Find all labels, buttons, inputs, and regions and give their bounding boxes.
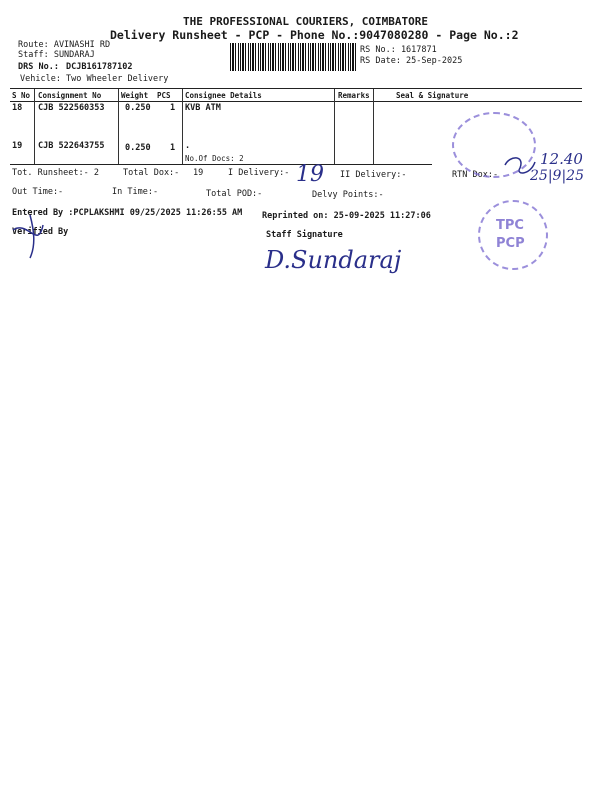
drs-label: DRS No.: bbox=[18, 62, 59, 72]
staff-signature-label: Staff Signature bbox=[266, 230, 343, 240]
total-dox-value: 19 bbox=[193, 168, 204, 178]
tpc-stamp-icon bbox=[478, 200, 548, 270]
table-top-border bbox=[10, 88, 582, 89]
table-header-border bbox=[10, 101, 582, 102]
row-pcs: 1 bbox=[170, 143, 176, 153]
stamp-text-top: TPC bbox=[496, 218, 524, 233]
total-dox-label: Total Dox:- bbox=[123, 168, 180, 178]
col-header-seal: Seal & Signature bbox=[396, 91, 469, 100]
rs-date: RS Date: 25-Sep-2025 bbox=[360, 56, 463, 66]
staff-signature-handwritten: D.Sundaraj bbox=[265, 246, 402, 274]
seal-stamp-icon bbox=[452, 112, 536, 178]
total-pod-label: Total POD:- bbox=[206, 189, 263, 199]
tot-runsheet: Tot. Runsheet:- 2 bbox=[12, 168, 99, 178]
row-consignee: . bbox=[185, 141, 191, 151]
staff-label: Staff: SUNDARAJ bbox=[18, 50, 95, 60]
delvy-points-label: Delvy Points:- bbox=[312, 190, 384, 200]
in-time-label: In Time:- bbox=[112, 187, 159, 197]
row-pcs: 1 bbox=[170, 103, 176, 113]
stamp-text-bottom: PCP bbox=[496, 236, 525, 251]
verified-by-label: Verified By bbox=[12, 227, 69, 237]
row-sno: 19 bbox=[12, 141, 23, 151]
route-label: Route: AVINASHI RD bbox=[18, 40, 111, 50]
barcode-image bbox=[230, 43, 356, 71]
col-header-weight: Weight bbox=[121, 91, 149, 100]
col-header-pcs: PCS bbox=[157, 91, 171, 100]
col-divider bbox=[182, 89, 183, 164]
handwritten-time: 12.40 bbox=[540, 150, 583, 168]
handwritten-date: 25|9|25 bbox=[530, 168, 584, 184]
rs-number: RS No.: 1617871 bbox=[360, 45, 437, 55]
drs-value: DCJB161787102 bbox=[66, 62, 133, 72]
out-time-label: Out Time:- bbox=[12, 187, 64, 197]
rtn-dox-label: RTN Dox:- bbox=[452, 170, 499, 180]
verified-scribble-icon bbox=[8, 210, 68, 260]
row-weight: 0.250 bbox=[125, 143, 151, 153]
entered-by: Entered By :PCPLAKSHMI 09/25/2025 11:26:55 AM bbox=[12, 208, 243, 218]
row-consignee: KVB ATM bbox=[185, 103, 221, 113]
col-divider bbox=[334, 89, 335, 164]
runsheet-subtitle: Delivery Runsheet - PCP - Phone No.:9047080280 - Page No.:2 bbox=[110, 28, 519, 42]
col-header-remarks: Remarks bbox=[338, 91, 370, 100]
col-header-consignee: Consignee Details bbox=[185, 91, 262, 100]
row-weight: 0.250 bbox=[125, 103, 151, 113]
row-consignment: CJB 522560353 bbox=[38, 103, 105, 113]
row-sno: 18 bbox=[12, 103, 23, 113]
table-bottom-border bbox=[10, 164, 432, 165]
col-divider bbox=[373, 89, 374, 164]
col-divider bbox=[34, 89, 35, 164]
company-title: THE PROFESSIONAL COURIERS, COIMBATORE bbox=[183, 15, 429, 28]
reprinted-on: Reprinted on: 25-09-2025 11:27:06 bbox=[262, 211, 431, 221]
col-header-consignment: Consignment No bbox=[38, 91, 102, 100]
handwritten-delivery-count: 19 bbox=[296, 162, 324, 187]
row-consignment: CJB 522643755 bbox=[38, 141, 105, 151]
vehicle-label: Vehicle: Two Wheeler Delivery bbox=[20, 74, 169, 84]
i-delivery-label: I Delivery:- bbox=[228, 168, 290, 178]
col-header-sno: S No bbox=[12, 91, 31, 100]
row-docs-count: No.Of Docs: 2 bbox=[185, 154, 244, 163]
ii-delivery-label: II Delivery:- bbox=[340, 170, 407, 180]
col-divider bbox=[118, 89, 119, 164]
